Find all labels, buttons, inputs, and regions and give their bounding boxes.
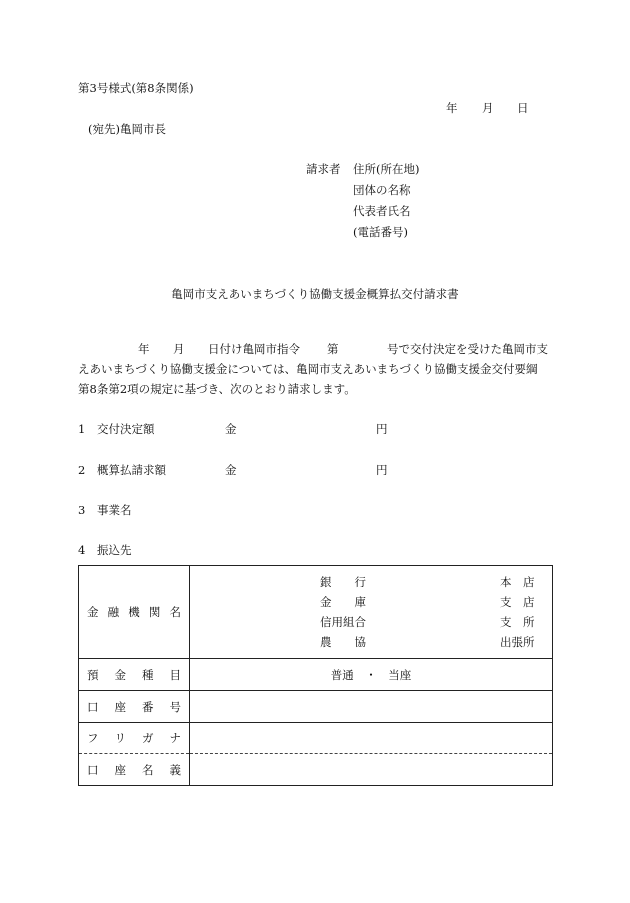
body-date-suffix: 日付け亀岡市指令	[208, 342, 300, 356]
item-1-yen: 円	[376, 422, 388, 436]
furigana-field[interactable]	[190, 723, 553, 754]
body-line2: えあいまちづくり協働支援金については、亀岡市支えあいまちづくり協働支援金交付要綱	[78, 362, 538, 376]
account-number-label: 口 座 番 号	[87, 699, 181, 714]
body-line3: 第8条第2項の規定に基づき、次のとおり請求します。	[78, 382, 356, 396]
account-name-field[interactable]	[190, 754, 553, 786]
bank-transfer-table	[78, 565, 553, 786]
requester-address: 住所(所在地)	[353, 162, 420, 176]
branch-type-agency: 出張所	[500, 635, 535, 649]
account-name-label-cell	[79, 754, 190, 786]
item-2-kin: 金	[225, 463, 237, 477]
item-3-number: 3	[78, 503, 86, 517]
table-row-furigana	[79, 723, 553, 754]
furigana-label-cell	[79, 723, 190, 754]
body-dai: 第	[327, 342, 339, 356]
requester-representative: 代表者氏名	[353, 204, 411, 218]
item-1-label: 交付決定額	[97, 422, 155, 436]
item-2-label: 概算払請求額	[97, 463, 166, 477]
account-number-field[interactable]	[190, 691, 553, 723]
furigana-label: フ リ ガ ナ	[87, 731, 181, 745]
date-day: 日	[517, 101, 529, 115]
institution-label-cell	[79, 566, 190, 659]
table-row-institution	[79, 566, 553, 659]
form-number: 第3号様式(第8条関係)	[78, 81, 194, 95]
addressee: (宛先)亀岡市長	[88, 122, 166, 136]
institution-type-list	[320, 572, 366, 652]
account-number-label-cell	[79, 691, 190, 723]
item-4-label: 振込先	[97, 543, 132, 557]
item-1-number: 1	[78, 422, 86, 436]
item-3-label: 事業名	[97, 503, 132, 517]
institution-type-credit-union: 信用組合	[320, 615, 366, 629]
deposit-type-options: 普通 ・ 当座	[330, 667, 412, 682]
item-1-kin: 金	[225, 422, 237, 436]
body-year: 年	[138, 342, 150, 356]
institution-type-shinkin: 金 庫	[320, 595, 366, 609]
requester-phone: (電話番号)	[353, 225, 408, 239]
institution-type-bank: 銀 行	[320, 575, 366, 589]
item-2-number: 2	[78, 463, 86, 477]
date-year: 年	[446, 101, 458, 115]
branch-type-sub-branch: 支 所	[500, 615, 535, 629]
branch-type-list	[500, 572, 535, 652]
document-title: 亀岡市支えあいまちづくり協働支援金概算払交付請求書	[171, 287, 459, 301]
branch-type-branch: 支 店	[500, 595, 535, 609]
account-name-label: 口 座 名 義	[87, 762, 181, 777]
deposit-type-cell[interactable]	[190, 659, 553, 691]
institution-type-agri-coop: 農 協	[320, 635, 366, 649]
requester-label: 請求者	[306, 162, 341, 176]
body-month: 月	[173, 342, 185, 356]
branch-type-head-office: 本 店	[500, 575, 535, 589]
requester-org-name: 団体の名称	[353, 183, 411, 197]
institution-label: 金 融 機 関 名	[87, 605, 181, 619]
item-2-yen: 円	[376, 463, 388, 477]
date-month: 月	[482, 101, 494, 115]
item-4-number: 4	[78, 543, 86, 557]
table-row-account-number	[79, 691, 553, 723]
body-line1-rest: 号で交付決定を受けた亀岡市支	[387, 342, 548, 356]
institution-value-cell[interactable]	[190, 566, 553, 659]
table-row-account-name	[79, 754, 553, 786]
deposit-label-cell	[79, 659, 190, 691]
deposit-label: 預 金 種 目	[87, 667, 181, 682]
table-row-deposit-type	[79, 659, 553, 691]
